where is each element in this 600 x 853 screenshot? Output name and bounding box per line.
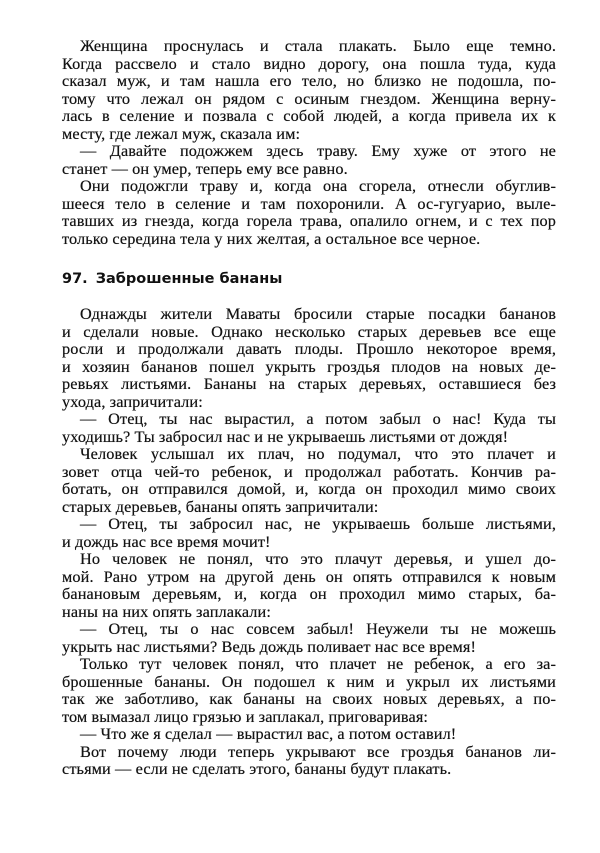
paragraph <box>62 142 556 177</box>
text-line: Вот почему люди теперь укрывают все гроздья бананов ли- <box>80 741 556 761</box>
story-ending-text <box>62 37 556 247</box>
paragraph <box>62 37 556 142</box>
text-line: зовет отца чей-то ребенок, и продолжал работать. Кончив ра- <box>62 461 556 481</box>
paragraph <box>62 305 556 410</box>
text-line: сказал муж, и там нашла его тело, но близко не подошла, по- <box>62 71 556 90</box>
text-line: только середина тела у них желтая, а остальное все черное. <box>62 228 481 248</box>
text-line: тому что лежал он рядом с осиным гнездом. Женщина верну- <box>62 88 556 108</box>
text-line: Женщина проснулась и стала плакать. Было еще темно. <box>80 36 556 55</box>
paragraph <box>62 177 556 247</box>
text-line: Они подожгли траву и, когда она сгорела, отнесли обуглив- <box>80 176 556 195</box>
text-line: стьями — если не сделать этого, бананы будут плакать. <box>62 759 452 778</box>
paragraph <box>62 743 556 778</box>
paragraph <box>62 620 556 655</box>
text-line: уходишь? Ты забросил нас и не укрываешь листьями от дождя! <box>62 426 509 446</box>
text-line: брошенные бананы. Он подошел к ним и укрыл их листьями <box>62 671 556 691</box>
text-line: мой. Рано утром на другой день он опять отправился к новым <box>62 566 556 586</box>
text-line: — Отец, ты забросил нас, не укрываешь больше листьями, <box>80 514 556 533</box>
text-line: месту, где лежал муж, сказала им: <box>62 123 301 143</box>
text-line: банановым деревьям, и, когда он проходил мимо старых, ба- <box>62 584 556 603</box>
paragraph <box>62 550 556 620</box>
paragraph <box>62 410 556 445</box>
section-number: 97. <box>62 271 88 287</box>
text-line: ревьях листьями. Бананы на старых деревьях, оставшиеся без <box>62 374 556 393</box>
text-line: Но человек не понял, что это плачут деревья, и ушел до- <box>80 549 556 568</box>
text-line: так же заботливо, как бананы на своих новых деревьях, а по- <box>62 689 556 708</box>
section-title: Заброшенные бананы <box>95 271 283 287</box>
text-line: — Что же я сделал — вырастил вас, а потом оставил! <box>80 724 457 743</box>
text-line: лась в селение и позвала с собой людей, а когда привела их к <box>62 106 556 125</box>
story-body-text <box>62 305 556 778</box>
text-line: шееся тело в селение и там похоронили. А ос-гугуарио, выле- <box>62 193 556 213</box>
text-line: Когда рассвело и стало видно дорогу, она пошла туда, куда <box>62 53 556 73</box>
text-line: тавших из гнезда, когда горела трава, опалило огнем, и с тех пор <box>62 211 556 230</box>
text-line: ботать, он отправился домой, и, когда он проходил мимо своих <box>62 479 556 498</box>
section-heading <box>62 271 282 287</box>
text-line: Только тут человек понял, что плачет не ребенок, а его за- <box>80 654 556 673</box>
text-line: том вымазал лицо грязью и заплакал, приговаривая: <box>62 706 429 726</box>
paragraph <box>62 725 556 743</box>
paragraph <box>62 655 556 725</box>
text-line: старых деревьев, бананы опять запричитали: <box>62 496 379 516</box>
text-line: и дождь нас все время мочит! <box>62 531 271 551</box>
text-line: наны на них опять заплакали: <box>62 601 271 621</box>
text-line: Человек услышал их плач, но подумал, что это плачет и <box>80 444 556 463</box>
text-line: и сделали новые. Однако несколько старых деревьев все еще <box>62 321 556 341</box>
text-line: — Давайте подожжем здесь траву. Ему хуже от этого не <box>80 141 556 160</box>
text-line: — Отец, ты о нас совсем забыл! Неужели ты не можешь <box>80 619 556 638</box>
text-line: станет — он умер, теперь ему все равно. <box>62 158 348 178</box>
text-line: Однажды жители Маваты бросили старые посадки бананов <box>80 304 556 323</box>
text-line: росли и продолжали давать плоды. Прошло некоторое время, <box>62 339 556 358</box>
paragraph <box>62 515 556 550</box>
text-line: укрыть нас листьями? Ведь дождь поливает нас все время! <box>62 636 476 656</box>
text-line: — Отец, ты нас вырастил, а потом забыл о нас! Куда ты <box>80 409 556 428</box>
paragraph <box>62 445 556 515</box>
text-line: ухода, запричитали: <box>62 391 203 411</box>
text-line: и хозяин бананов пошел укрыть гроздья плодов на новых де- <box>62 356 556 376</box>
